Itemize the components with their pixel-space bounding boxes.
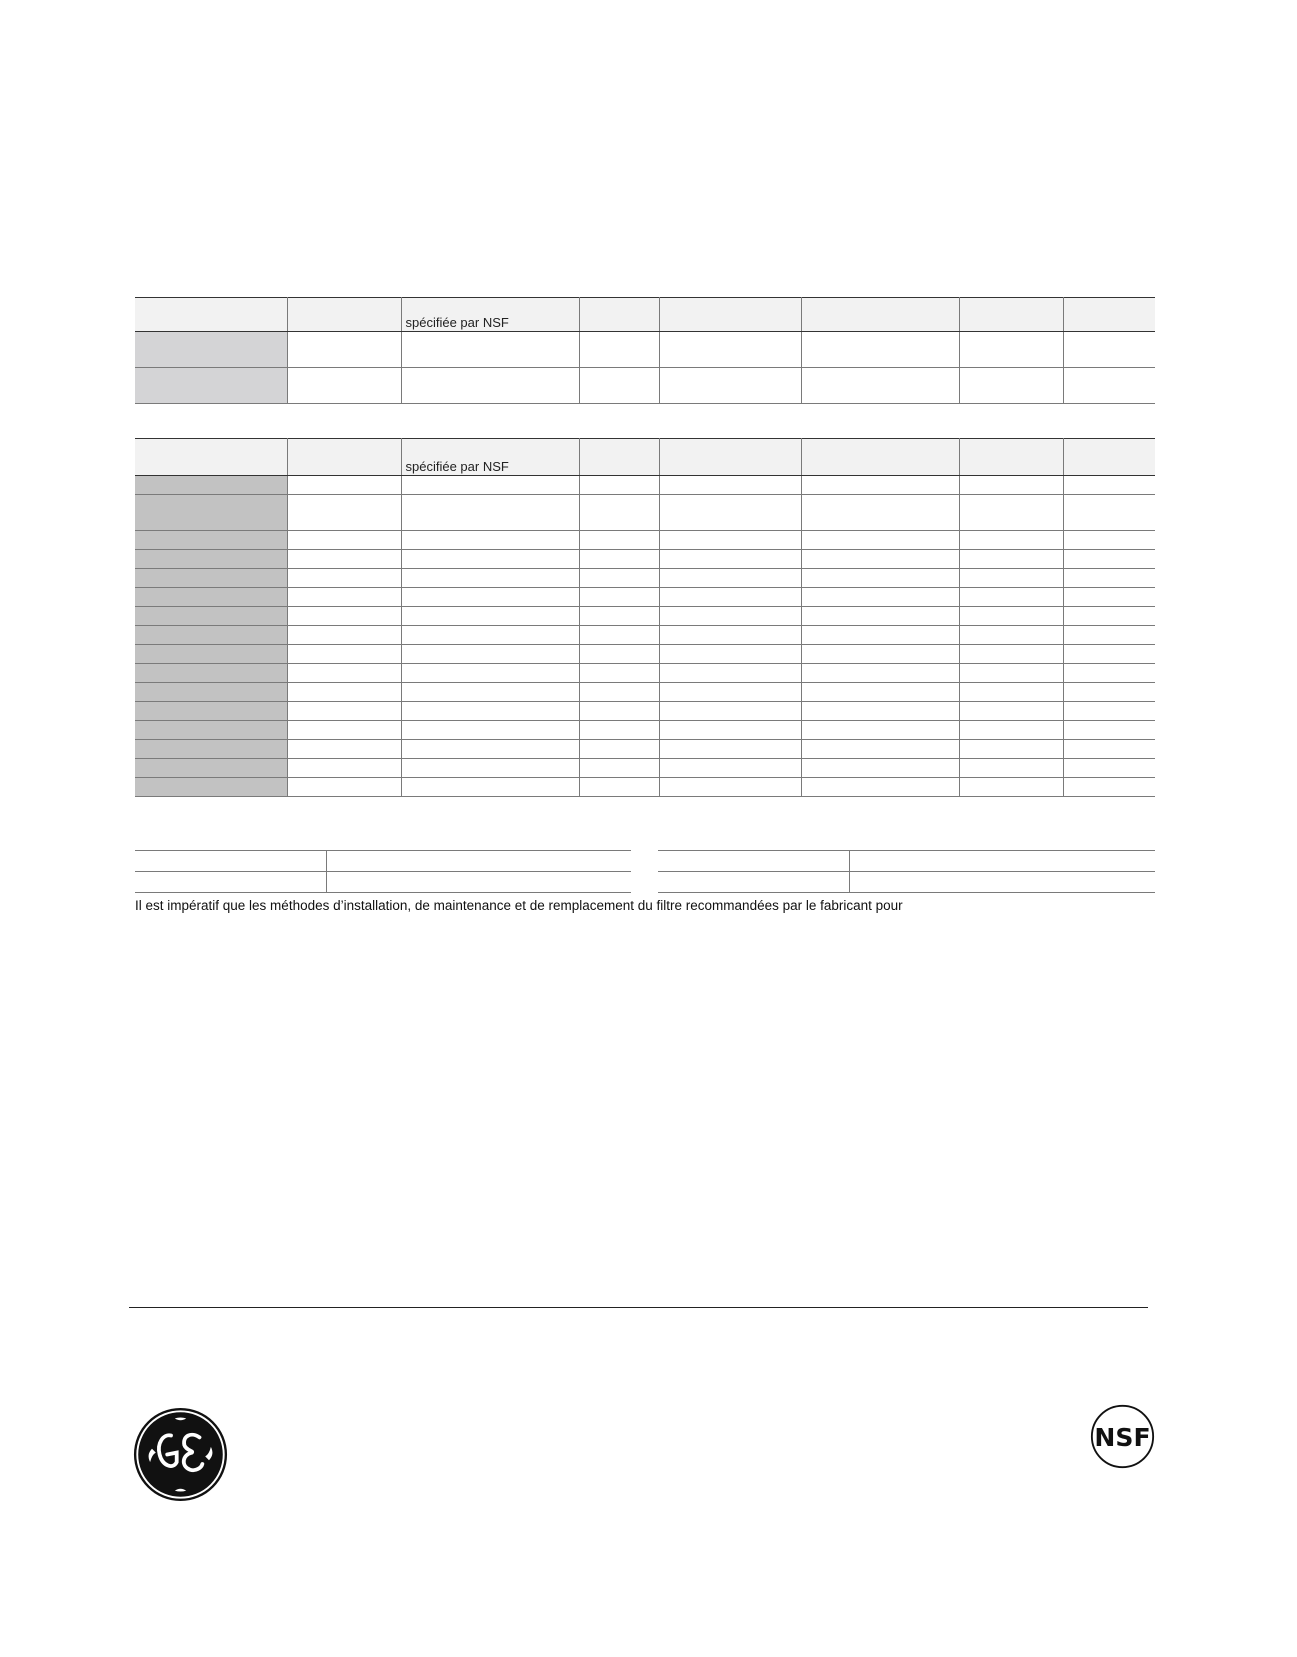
nsf-logo-text: NSF: [1094, 1422, 1151, 1452]
table-row: [135, 569, 1155, 588]
header-cell: [1063, 298, 1155, 332]
table-row: [135, 495, 1155, 531]
spec-table-right: [658, 850, 1155, 893]
row-label-cell: [135, 702, 287, 721]
row-label-cell: [135, 626, 287, 645]
header-cell: [287, 439, 401, 476]
row-label-cell: [135, 759, 287, 778]
row-label-cell: [135, 531, 287, 550]
performance-table-1: [135, 297, 1155, 404]
row-label-cell: [135, 778, 287, 797]
row-label-cell: [135, 495, 287, 531]
table-row: [135, 645, 1155, 664]
row-label-cell: [135, 740, 287, 759]
row-label-cell: [135, 332, 287, 368]
ge-logo-icon: [133, 1407, 228, 1502]
header-cell: [801, 298, 959, 332]
table-row: [135, 626, 1155, 645]
table-row: [135, 550, 1155, 569]
table-row: [135, 332, 1155, 368]
table-row: [135, 368, 1155, 404]
row-label-cell: [135, 645, 287, 664]
table-row: [135, 759, 1155, 778]
row-label-cell: [135, 550, 287, 569]
header-cell: [1063, 439, 1155, 476]
row-label-cell: [135, 664, 287, 683]
header-label: spécifiée par NSF: [405, 459, 509, 474]
table-row: [135, 872, 631, 893]
table-row: [658, 851, 1155, 872]
table-row: [135, 531, 1155, 550]
header-cell: [579, 439, 659, 476]
table-row: [135, 588, 1155, 607]
header-label: spécifiée par NSF: [405, 315, 509, 330]
nsf-logo-icon: [1090, 1404, 1155, 1469]
header-cell: [401, 439, 579, 476]
header-cell: [579, 298, 659, 332]
header-cell: [959, 439, 1063, 476]
row-label-cell: [135, 588, 287, 607]
row-label-cell: [135, 569, 287, 588]
table-row: [135, 476, 1155, 495]
row-label-cell: [135, 683, 287, 702]
table-row: [135, 778, 1155, 797]
footer-divider: [129, 1307, 1148, 1308]
table-row: [135, 607, 1155, 626]
header-cell: [287, 298, 401, 332]
performance-table-2: [135, 438, 1155, 797]
table-row: [135, 702, 1155, 721]
row-label-cell: [135, 721, 287, 740]
header-cell: [801, 439, 959, 476]
header-cell: [135, 298, 287, 332]
header-cell: [659, 298, 801, 332]
table-row: [135, 851, 631, 872]
header-cell: [659, 439, 801, 476]
spec-table-left: [135, 850, 631, 893]
table-row: [658, 872, 1155, 893]
table-header-row: [135, 298, 1155, 332]
installation-note: Il est impératif que les méthodes d’installation, de maintenance et de remplacement du filtre recommandées par le fabricant pour: [135, 898, 903, 913]
table-row: [135, 664, 1155, 683]
table-row: [135, 740, 1155, 759]
table-row: [135, 721, 1155, 740]
row-label-cell: [135, 476, 287, 495]
header-cell: [401, 298, 579, 332]
header-cell: [135, 439, 287, 476]
row-label-cell: [135, 368, 287, 404]
header-cell: [959, 298, 1063, 332]
table-row: [135, 683, 1155, 702]
table-header-row: [135, 439, 1155, 476]
row-label-cell: [135, 607, 287, 626]
